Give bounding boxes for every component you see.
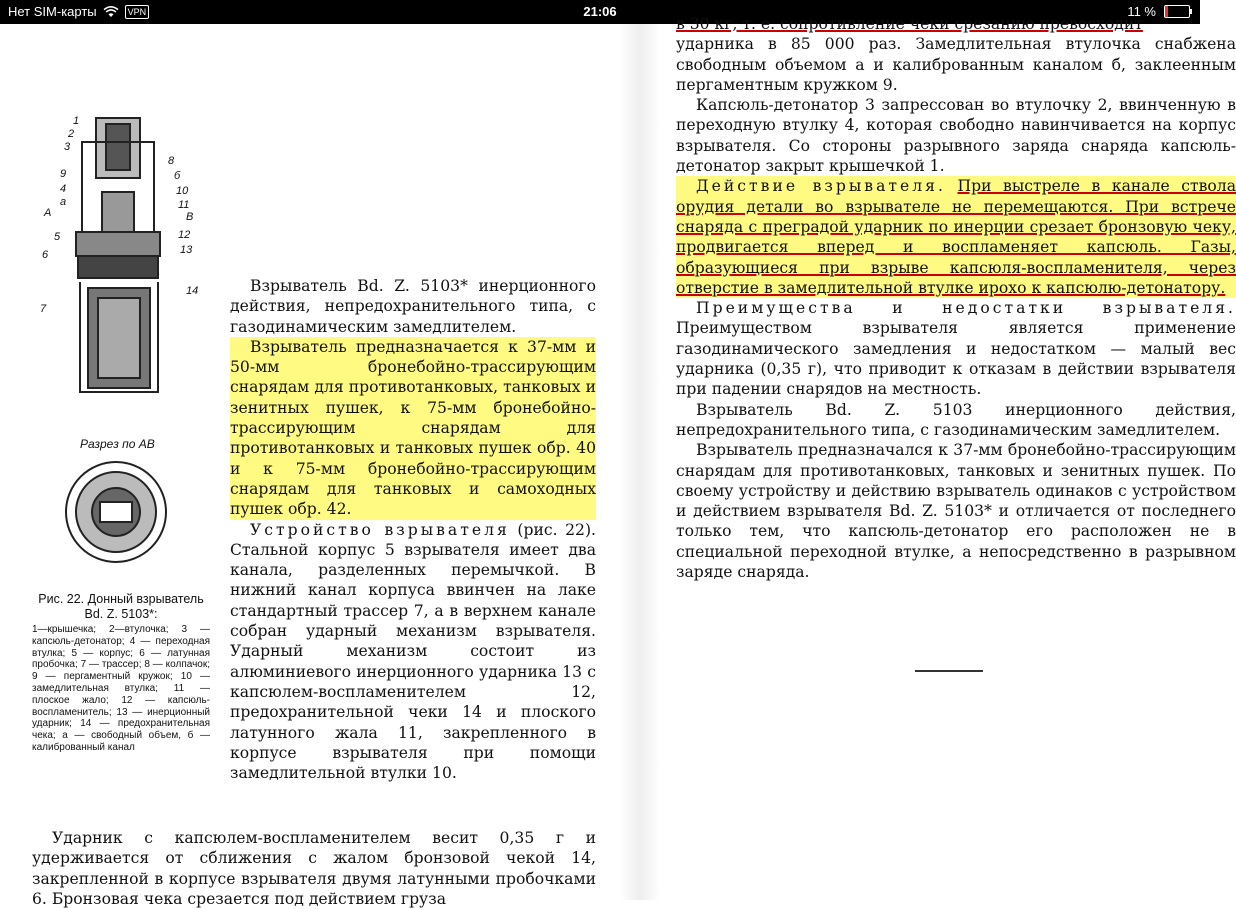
fig-label: 14 (186, 285, 199, 297)
section-divider (915, 670, 983, 672)
paragraph-body: Преимуществом взрывателя является применение газодинамического замедления и недостатком — малый вес ударника (0,35 г), что приводит к отказам в действии взрывателя при падении снарядов на местность. (676, 319, 1236, 399)
fig-label: а (60, 196, 67, 208)
paragraph: Капсюль-детонатор 3 запрессован во втулочку 2, ввинченную в переходную втулку 4, которая свободно навинчивается на корпус взрывателя. Со стороны разрывного заряда снаряда капсюль-детонатор закрыт крышечкой 1. (676, 96, 1236, 176)
fig-label: 12 (178, 229, 191, 241)
right-column (676, 14, 1236, 582)
fig-label: B (186, 211, 194, 223)
fig-label: б (174, 170, 181, 182)
paragraph (676, 298, 1236, 399)
fuze-cross-section-figure (18, 112, 208, 572)
fig-label: 1 (73, 115, 80, 127)
vpn-badge: VPN (125, 5, 150, 19)
paragraph: ударника в 85 000 раз. Замедлительная втулочка снабжена свободным объемом а и калиброванным каналом б, заклеенным пергаментным кружком 9. (676, 35, 1236, 94)
page-gutter (620, 24, 660, 900)
fig-label: 2 (68, 128, 75, 140)
paragraph: в 30 кг, т. е. сопротивление чеки срезанию превосходит (676, 15, 1143, 33)
highlighted-paragraph (676, 176, 1236, 298)
figure-caption (32, 592, 210, 754)
fig-label: 4 (60, 183, 67, 195)
bottom-paragraph (32, 828, 596, 909)
highlighted-paragraph: Взрыватель предназначается к 37-мм и 50-мм бронебойно-трассирующим снарядам для противотанковых, танковых и зенитных пушек, к 75-мм бронебойно-трассирующим снарядам для противотанковых и танковых пушек обр. 40 и к 75-мм бронебойно-трассирующим снарядам для танковых и самоходных пушек обр. 42. (230, 337, 596, 519)
section-heading: Устройство взрывателя (250, 520, 510, 539)
fig-label: 8 (168, 155, 175, 167)
paragraph-body: (рис. 22). Стальной корпус 5 взрывателя имеет два канала, разделенных перемычкой. В нижний канал корпуса ввинчен на лаке стандартный трассер 7, а в верхнем канале собран ударный механизм взрывателя. Ударный механизм состоит из алюминиевого инерционного ударника 13 с капсюлем-воспламенителем 12, предохранительной чеки 14 и плоского латунного жала 11, закрепленного в корпусе взрывателя при помощи замедлительной втулки 10. (230, 520, 596, 783)
fig-label: 7 (40, 303, 47, 315)
caption-title: Рис. 22. Донный взрыватель Bd. Z. 5103*: (38, 592, 204, 621)
left-column (230, 276, 596, 783)
fig-label: 11 (178, 199, 190, 211)
paragraph-body: При выстреле в канале ствола орудия детали во взрывателе не перемещаются. При встрече снаряда с преградой ударник по инерции срезает бронзовую чеку, продвигается вперед и воспламеняет капсюль. Газы, образующиеся при взрыве капсюля-воспламенителя, через отверстие в замедлительной втулке ирохо к капсюлю-детонатору. (676, 177, 1236, 297)
section-heading: Действие взрывателя. (696, 177, 946, 196)
clock: 21:06 (583, 4, 617, 19)
fig-label: 13 (180, 244, 193, 256)
fig-label: 9 (60, 168, 67, 180)
fig-label: 5 (54, 231, 61, 243)
caption-text: 1—крышечка; 2—втулочка; 3 — капсюль-детонатор; 4 — переходная втулка; 5 — корпус; 6 — латунная пробочка; 7 — трассер; 8 — колпачок; 9 — пергаментный кружок; 10 — замедлительная втулка; 11 — плоское жало; 12 — капсюль-воспламенитель; 13 — инерционный ударник; 14 — предохранительная чека; а — свободный объем, б — калиброванный канал (32, 624, 210, 753)
battery-percent: 11 % (1127, 4, 1156, 19)
fig-label: A (44, 207, 52, 219)
fig-label: 3 (64, 141, 71, 153)
paragraph: Взрыватель Bd. Z. 5103 инерционного действия, непредохранительного типа, с газодинамическим замедлителем. (676, 400, 1236, 439)
paragraph: Взрыватель Bd. Z. 5103* инерционного действия, непредохранительного типа, с газодинамическим замедлителем. (230, 277, 596, 336)
fig-label: 10 (176, 185, 189, 197)
paragraph (230, 520, 596, 784)
fig-label: 6 (42, 249, 49, 261)
paragraph: Ударник с капсюлем-воспламенителем весит 0,35 г и удерживается от сближения с жалом бронзовой чекой 14, закрепленной в корпусе взрывателя двумя латунными пробочками 6. Бронзовая чека срезается под действием груза (32, 829, 596, 908)
paragraph: Взрыватель предназначался к 37-мм бронебойно-трассирующим снарядам для противотанковых, танковых и зенитных пушек. По своему устройству и действию взрыватель одинаков с устройством и действием взрывателя Bd. Z. 5103* и отличается от последнего только тем, что капсюль-детонатор его расположен не в специальной переходной втулке, а непосредственно в разрывном заряде снаряда. (676, 441, 1236, 582)
section-heading: Преимущества и недостатки взрывателя. (696, 299, 1236, 318)
section-label: Разрез по АВ (80, 437, 155, 451)
carrier-label: Нет SIM-карты (8, 4, 97, 19)
